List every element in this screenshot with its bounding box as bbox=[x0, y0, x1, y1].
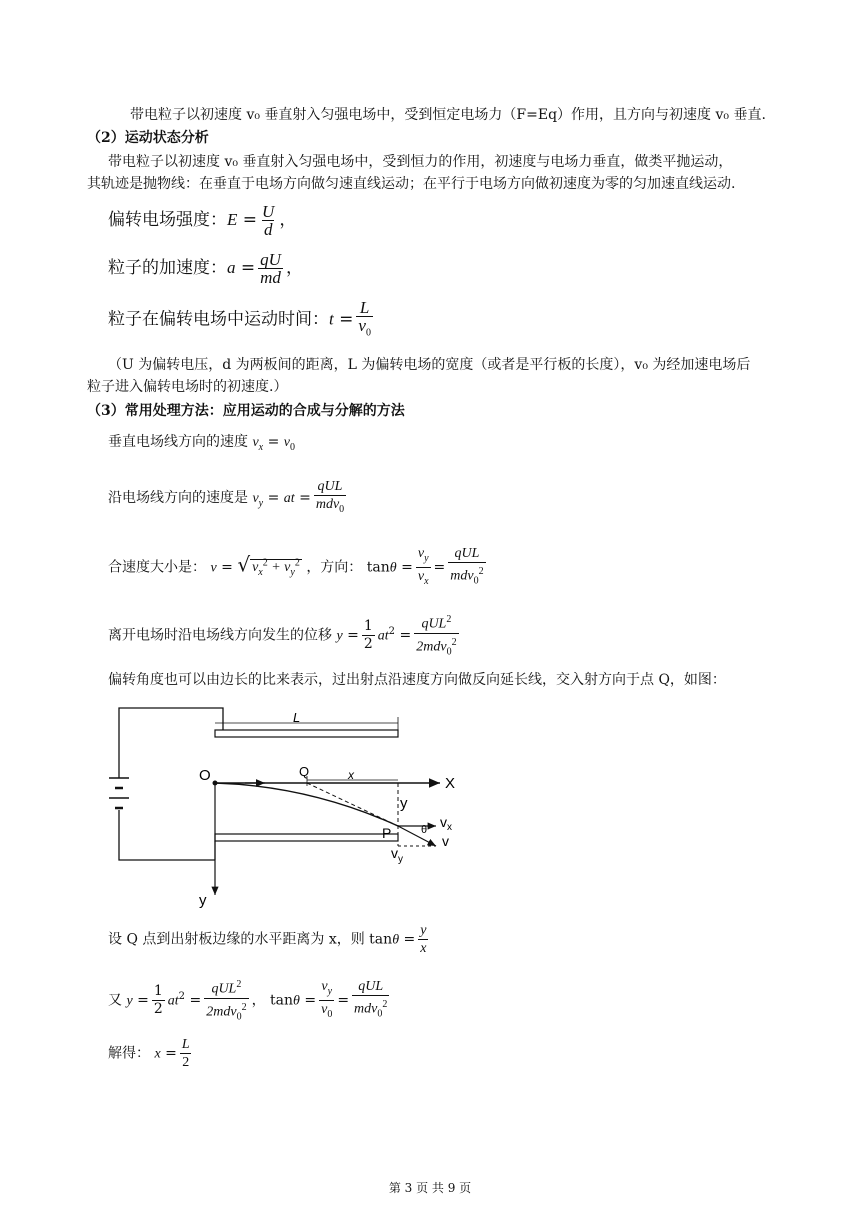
bottom-plate bbox=[215, 834, 398, 841]
formula-again: 又 y = $\frac{1}{2}$ $at^2$ = $\frac{qUL^2}{2mdv_0^2}$ ， tanθ = $\frac{v_y}{v_0}$ = $\frac{\text{qUL}}{mdv_0^2}$ bbox=[108, 976, 392, 1025]
formula-tan-yx: 设 Q 点到出射板边缘的水平距离为 x，则 tanθ = $\frac{y}{x}$ bbox=[108, 923, 427, 956]
v-vector bbox=[398, 826, 436, 846]
formula-label: 离开电场时沿电场线方向发生的位移 bbox=[108, 627, 332, 644]
circuit-wire bbox=[119, 810, 215, 860]
formula-solve: 解得： x = $\frac{L}{2}$ bbox=[108, 1037, 190, 1070]
label-P: P bbox=[382, 825, 392, 841]
label-X: X bbox=[445, 775, 456, 792]
formula-vx: 垂直电场线方向的速度 $v_x = v_0$ bbox=[108, 434, 295, 453]
label-Q: Q bbox=[299, 764, 310, 779]
label-y: y bbox=[400, 795, 408, 812]
section-heading-2: （2）运动状态分析 bbox=[87, 130, 209, 146]
formula-label: 垂直电场线方向的速度 bbox=[108, 434, 248, 450]
label-v: v bbox=[442, 833, 449, 849]
formula-a: 粒子的加速度：a = $\frac{qU}{md}$ ， bbox=[108, 250, 303, 287]
label-L: L bbox=[293, 710, 301, 725]
formula-t: 粒子在偏转电场中运动时间：t = $\frac{L}{v_0}$ bbox=[108, 299, 376, 341]
label-theta: θ bbox=[421, 824, 428, 836]
formula-v: 合速度大小是： v = √ $v_x^2 + v_y^2$ ，方向： tanθ = $\frac{v_y}{v_x}$ = $\frac{\text{qUL}}{mdv_0^2}$ bbox=[108, 545, 489, 590]
formula-y: 离开电场时沿电场线方向发生的位移 y = $\frac{1}{2}$ $at^2$ = $\frac{qUL^2}{2mdv_0^2}$ bbox=[108, 611, 462, 660]
formula-label: 又 bbox=[108, 992, 122, 1009]
note-line: 粒子进入偏转电场时的初速度.） bbox=[87, 379, 288, 395]
extension-line bbox=[307, 783, 398, 826]
formula-E: 偏转电场强度：E = $\frac{U}{d}$ ， bbox=[108, 202, 297, 239]
trajectory bbox=[215, 783, 398, 826]
intro-text: 带电粒子以初速度 v₀ 垂直射入匀强电场中，受到恒定电场力（F=Eq）作用，且方向与初速度 v₀ 垂直. bbox=[130, 107, 766, 123]
angle-text: 偏转角度也可以由边长的比来表示，过出射点沿速度方向做反向延长线，交入射方向于点 Q，如图： bbox=[108, 672, 726, 688]
label-O: O bbox=[199, 767, 211, 784]
formula-label: 沿电场线方向的速度是 bbox=[108, 489, 248, 506]
paragraph-line: 带电粒子以初速度 v₀ 垂直射入匀强电场中，受到恒力的作用，初速度与电场力垂直，做类平抛运动， bbox=[108, 154, 733, 170]
deflection-diagram bbox=[100, 700, 480, 910]
formula-label: 偏转电场强度： bbox=[108, 210, 227, 230]
label-vx: $v_x$ bbox=[440, 814, 452, 833]
formula-label: 合速度大小是： bbox=[108, 559, 206, 576]
formula-vy: 沿电场线方向的速度是 $v_y$ = at = $\frac{\text{qUL}}{mdv_0}$ bbox=[108, 478, 349, 518]
section-heading-3: （3）常用处理方法：应用运动的合成与分解的方法 bbox=[87, 403, 405, 419]
formula-label: 解得： bbox=[108, 1045, 150, 1062]
paragraph-line: 其轨迹是抛物线：在垂直于电场方向做匀速直线运动；在平行于电场方向做初速度为零的匀加速直线运动. bbox=[87, 176, 736, 192]
formula-label: 设 Q 点到出射板边缘的水平距离为 x，则 bbox=[108, 931, 365, 948]
label-vy: $v_y$ bbox=[391, 845, 403, 865]
formula-label: ，方向： bbox=[306, 559, 363, 576]
page-footer: 第 3 页 共 9 页 bbox=[388, 1181, 472, 1195]
label-y-axis: y bbox=[199, 892, 207, 909]
formula-label: 粒子的加速度： bbox=[108, 258, 227, 278]
note-line: （U 为偏转电压，d 为两板间的距离，L 为偏转电场的宽度（或者是平行板的长度），v₀ 为经加速电场后 bbox=[108, 357, 751, 373]
top-plate bbox=[215, 730, 398, 737]
label-x: x bbox=[348, 768, 354, 782]
formula-label: 粒子在偏转电场中运动时间： bbox=[108, 309, 329, 330]
